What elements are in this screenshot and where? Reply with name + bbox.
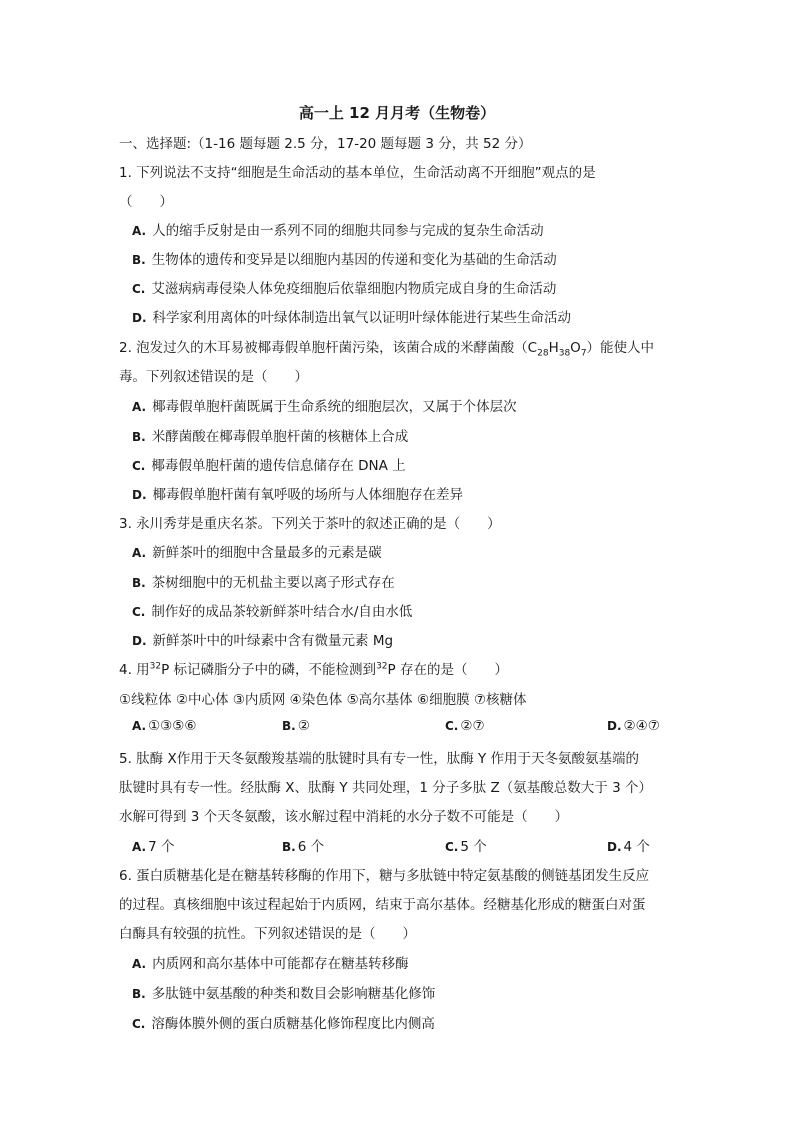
q1-stem-line2: （ ） [119, 194, 173, 210]
q3-option-a: A. 新鲜茶叶的细胞中含量最多的元素是碳 [132, 545, 382, 561]
q1-option-a: A. 人的缩手反射是由一系列不同的细胞共同参与完成的复杂生命活动 [132, 223, 544, 239]
q5-option-a: A. 7 个 [132, 839, 175, 855]
q6-option-a: A. 内质网和高尔基体中可能都存在糖基转移酶 [132, 956, 409, 972]
q6-stem-line2: 的过程。真核细胞中该过程起始于内质网，结束于高尔基体。经糖基化形成的糖蛋白对蛋 [119, 897, 646, 913]
q5-option-d: D. 4 个 [607, 839, 650, 855]
q4-option-d: D. ②④⑦ [607, 718, 660, 734]
q2-stem-line1: 2. 泡发过久的木耳易被椰毒假单胞杆菌污染，该菌合成的米酵菌酸$(C_{28}H_{38}O_7)$能使人中 [119, 340, 655, 359]
q6-option-b: B. 多肽链中氨基酸的种类和数目会影响糖基化修饰 [132, 986, 436, 1002]
q2-stem-line2: 毒。下列叙述错误的是（ ） [119, 369, 308, 385]
q5-option-c: C. 5 个 [445, 839, 487, 855]
q2-option-d: D. 椰毒假单胞杆菌有氧呼吸的场所与人体细胞存在差异 [132, 487, 464, 503]
q3-option-b: B. 茶树细胞中的无机盐主要以离子形式存在 [132, 575, 395, 591]
q6-stem-line3: 白酶具有较强的抗性。下列叙述错误的是（ ） [119, 926, 416, 942]
q1-option-d: D. 科学家利用离体的叶绿体制造出氧气以证明叶绿体能进行某些生命活动 [132, 310, 572, 326]
q3-option-c: C. 制作好的成品茶较新鲜茶叶结合水/自由水低 [132, 604, 413, 620]
exam-title: 高一上 12 月月考（生物卷） [298, 104, 496, 122]
section-heading: 一、选择题:（1-16 题每题 2.5 分，17-20 题每题 3 分，共 52 分） [119, 136, 532, 152]
q2-option-c: C. 椰毒假单胞杆菌的遗传信息储存在 DNA 上 [132, 458, 406, 474]
q6-option-c: C. 溶酶体膜外侧的蛋白质糖基化修饰程度比内侧高 [132, 1016, 435, 1032]
q5-stem-line3: 水解可得到 3 个天冬氨酸，该水解过程中消耗的水分子数不可能是（ ） [119, 809, 569, 825]
q4-option-a: A. ①③⑤⑥ [132, 718, 197, 734]
q5-stem-line1: 5. 肽酶 X作用于天冬氨酸羧基端的肽键时具有专一性，肽酶 Y 作用于天冬氨酸氨基端的 [119, 751, 640, 767]
q2-option-a: A. 椰毒假单胞杆菌既属于生命系统的细胞层次，又属于个体层次 [132, 399, 517, 415]
q4-stem: 4. 用$^{32}$P 标记磷脂分子中的磷，不能检测到$^{32}$P 存在的是（ ） [119, 661, 508, 678]
q5-option-b: B. 6 个 [282, 839, 325, 855]
q1-option-b: B. 生物体的遗传和变异是以细胞内基因的传递和变化为基础的生命活动 [132, 252, 557, 268]
q1-stem-line1: 1. 下列说法不支持“细胞是生命活动的基本单位，生命活动离不开细胞”观点的是 [119, 165, 596, 181]
q4-option-b: B. ② [282, 718, 310, 734]
q4-organelle-list: ①线粒体 ②中心体 ③内质网 ④染色体 ⑤高尔基体 ⑥细胞膜 ⑦核糖体 [119, 692, 527, 708]
q4-option-c: C. ②⑦ [445, 718, 485, 734]
q6-stem-line1: 6. 蛋白质糖基化是在糖基转移酶的作用下，糖与多肽链中特定氨基酸的侧链基团发生反应 [119, 868, 650, 884]
q2-option-b: B. 米酵菌酸在椰毒假单胞杆菌的核糖体上合成 [132, 429, 409, 445]
q5-stem-line2: 肽键时具有专一性。经肽酶 X、肽酶 Y 共同处理，1 分子多肽 Z（氨基酸总数大于 3 个） [119, 780, 652, 796]
q3-option-d: D. 新鲜茶叶中的叶绿素中含有微量元素 Mg [132, 633, 394, 649]
q1-option-c: C. 艾滋病病毒侵染人体免疫细胞后依靠细胞内物质完成自身的生命活动 [132, 281, 557, 297]
q3-stem: 3. 永川秀芽是重庆名茶。下列关于茶叶的叙述正确的是（ ） [119, 516, 501, 532]
